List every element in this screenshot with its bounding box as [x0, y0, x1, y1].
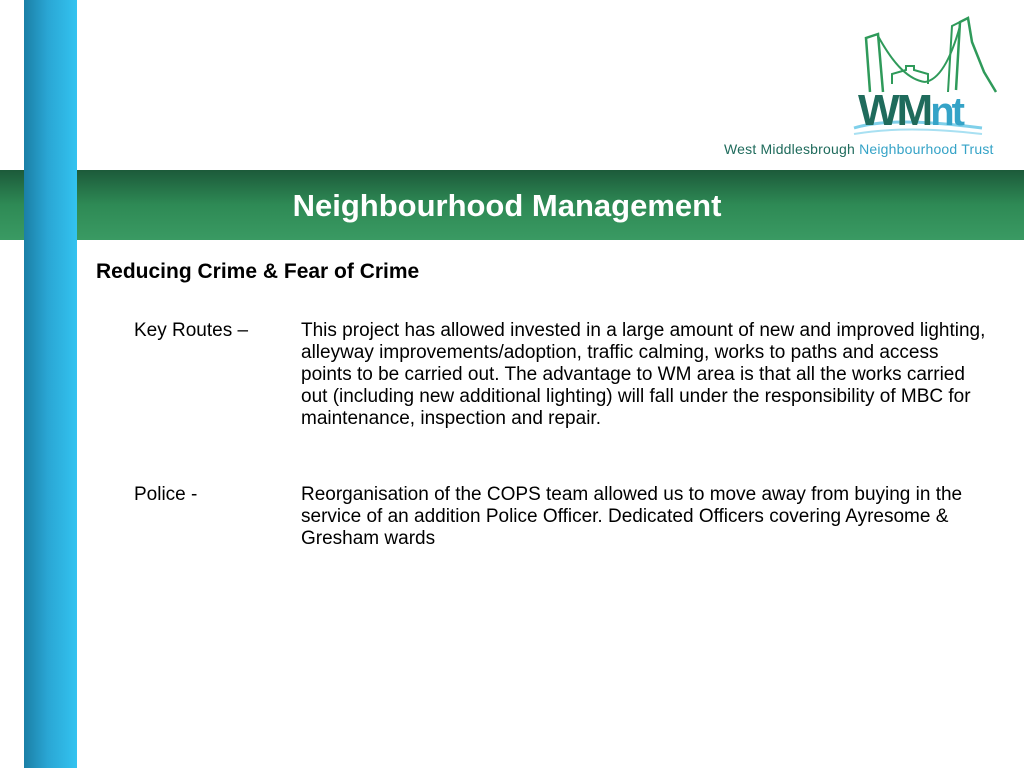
logo-mark-nt: nt: [930, 90, 962, 134]
logo-org-name-part1: West Middlesbrough: [724, 141, 855, 157]
logo-mark-wm: WM: [858, 86, 931, 135]
logo-wordmark: [858, 88, 962, 135]
item-label: Key Routes –: [134, 320, 249, 341]
section-heading: Reducing Crime & Fear of Crime: [96, 260, 420, 283]
item-description: This project has allowed invested in a large amount of new and improved lighting, alleyway improvements/adoption, traffic calming, works to paths and access points to be carried out. The advantage to WM area is that all the works carried out (including new additional lighting) will fall under the responsibility of MBC for maintenance, inspection and repair.: [301, 320, 986, 429]
left-accent-stripe: [24, 0, 77, 768]
logo-org-name-part2: Neighbourhood Trust: [859, 141, 994, 157]
logo-org-name: [724, 141, 994, 157]
item-description: Reorganisation of the COPS team allowed us to move away from buying in the service of an addition Police Officer. Dedicated Officers covering Ayresome & Gresham wards: [301, 484, 963, 549]
page-title: Neighbourhood Management: [292, 188, 722, 223]
item-label: Police -: [134, 484, 198, 505]
